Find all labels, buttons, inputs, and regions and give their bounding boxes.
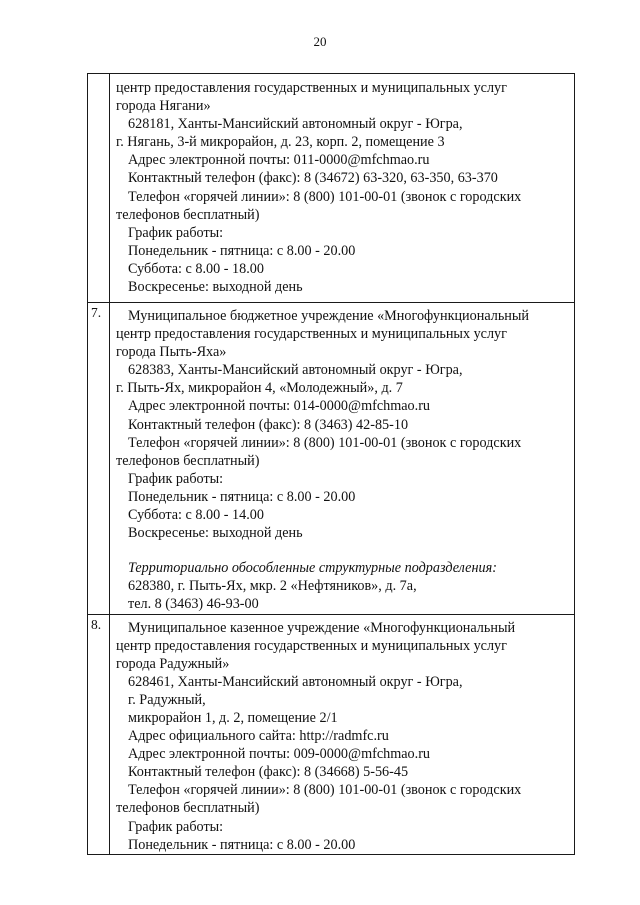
phone-line: Контактный телефон (факс): 8 (34668) 5-56-45	[128, 764, 409, 781]
text-line: центр предоставления государственных и муниципальных услуг	[116, 80, 507, 96]
schedule-line: Воскресенье: выходной день	[128, 525, 303, 542]
row-content	[110, 303, 575, 615]
row-content	[110, 74, 575, 303]
row-content	[110, 614, 575, 854]
address-line: 628461, Ханты-Мансийский автономный округ - Югра,	[128, 673, 463, 690]
spacer	[116, 542, 568, 559]
email-line: Адрес электронной почты: 011-0000@mfchmao.ru	[128, 152, 430, 169]
address-line: г. Пыть-Ях, микрорайон 4, «Молодежный», д. 7	[116, 380, 403, 397]
schedule-line: Воскресенье: выходной день	[128, 279, 303, 296]
phone-line: Контактный телефон (факс): 8 (3463) 42-85-10	[128, 416, 409, 433]
phone-line: Контактный телефон (факс): 8 (34672) 63-320, 63-350, 63-370	[128, 170, 498, 187]
hotline-line: Телефон «горячей линии»: 8 (800) 101-00-01 (звонок с городских	[128, 782, 522, 799]
hotline-line: Телефон «горячей линии»: 8 (800) 101-00-01 (звонок с городских	[128, 434, 522, 451]
table-row	[88, 614, 575, 854]
org-name-line: города Пыть-Яха»	[116, 344, 227, 361]
schedule-heading: График работы:	[128, 224, 224, 241]
org-name-line: Муниципальное казенное учреждение «Многофункциональный	[128, 619, 516, 636]
hotline-line: Телефон «горячей линии»: 8 (800) 101-00-01 (звонок с городских	[128, 188, 522, 205]
schedule-line: Понедельник - пятница: с 8.00 - 20.00	[128, 242, 356, 259]
schedule-heading: График работы:	[128, 470, 224, 487]
schedule-line: Понедельник - пятница: с 8.00 - 20.00	[128, 836, 356, 853]
org-name-line: центр предоставления государственных и муниципальных услуг	[116, 637, 507, 654]
table-row	[88, 303, 575, 615]
row-number: 8.	[88, 614, 110, 854]
email-line: Адрес электронной почты: 014-0000@mfchmao.ru	[128, 398, 431, 415]
mfc-table	[87, 73, 575, 855]
subdivisions-heading: Территориально обособленные структурные подразделения:	[128, 560, 497, 577]
address-line: 628181, Ханты-Мансийский автономный округ - Югра,	[128, 116, 463, 133]
address-line: г. Нягань, 3-й микрорайон, д. 23, корп. 2, помещение 3	[116, 134, 445, 151]
email-line: Адрес электронной почты: 009-0000@mfchmao.ru	[128, 746, 431, 763]
address-line: микрорайон 1, д. 2, помещение 2/1	[128, 709, 338, 726]
subdivision-phone-line: тел. 8 (3463) 46-93-00	[128, 596, 259, 613]
hotline-line: телефонов бесплатный)	[116, 800, 260, 817]
schedule-line: Понедельник - пятница: с 8.00 - 20.00	[128, 488, 356, 505]
schedule-line: Суббота: с 8.00 - 18.00	[128, 260, 264, 277]
subdivision-address-line: 628380, г. Пыть-Ях, мкр. 2 «Нефтяников», д. 7а,	[128, 578, 417, 595]
row-number	[88, 74, 110, 303]
page-number: 20	[313, 34, 327, 49]
hotline-line: телефонов бесплатный)	[116, 452, 260, 469]
table-row	[88, 74, 575, 303]
schedule-heading: График работы:	[128, 818, 224, 835]
address-line: 628383, Ханты-Мансийский автономный округ - Югра,	[128, 362, 463, 379]
row-number: 7.	[88, 303, 110, 615]
website-line: Адрес официального сайта: http://radmfc.ru	[128, 728, 389, 745]
org-name-line: Муниципальное бюджетное учреждение «Многофункциональный	[128, 308, 530, 324]
hotline-line: телефонов бесплатный)	[116, 206, 260, 223]
text-line: города Нягани»	[116, 98, 211, 115]
address-line: г. Радужный,	[128, 691, 206, 708]
org-name-line: центр предоставления государственных и муниципальных услуг	[116, 326, 507, 343]
org-name-line: города Радужный»	[116, 655, 230, 672]
schedule-line: Суббота: с 8.00 - 14.00	[128, 507, 264, 524]
